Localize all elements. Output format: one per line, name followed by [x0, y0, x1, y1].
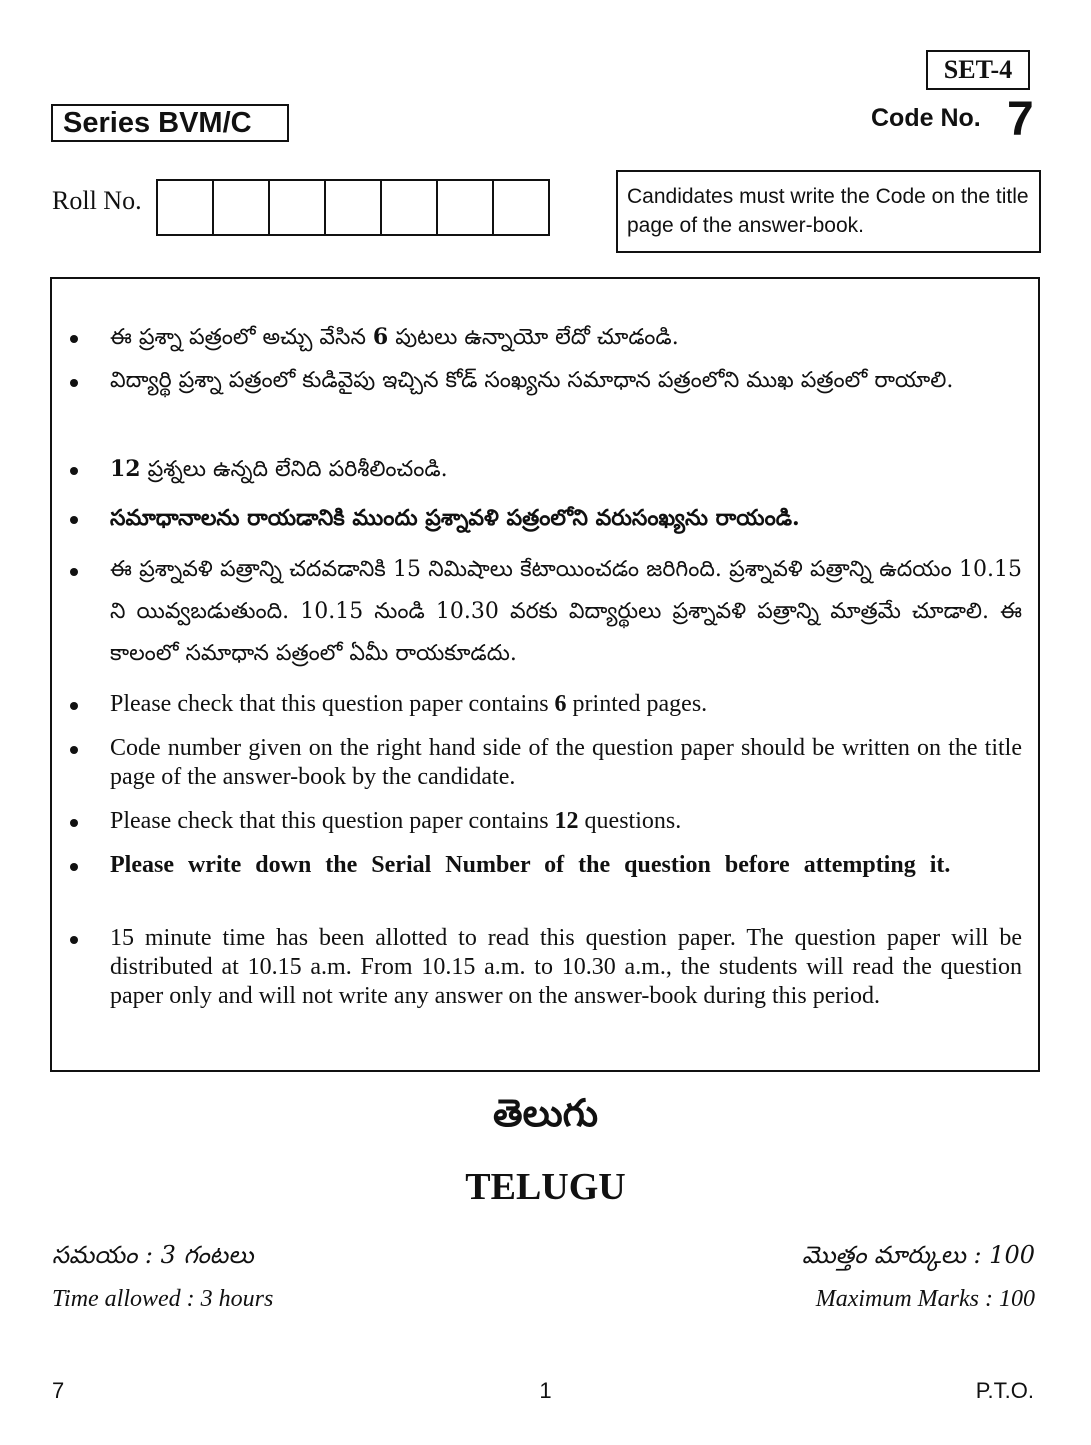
roll-digit-cell[interactable] [270, 181, 326, 234]
bullet [70, 936, 78, 944]
roll-number-grid[interactable] [156, 179, 550, 236]
please-turn-over: P.T.O. [975, 1378, 1034, 1403]
bullet [70, 379, 78, 387]
code-label: Code No. [871, 104, 981, 132]
instruction-en-3: Please check that this question paper contains 12 questions. [110, 808, 682, 834]
set-number: SET-4 [943, 55, 1013, 84]
instruction-te-2: విద్యార్థి ప్రశ్నా పత్రంలో కుడివైపు ఇచ్చిన కోడ్ సంఖ్యను సమాధాన పత్రంలోని ముఖ పత్రంలో రాయాలి. [110, 368, 954, 393]
bullet [70, 702, 78, 710]
bullet [70, 568, 78, 576]
subject-title-telugu: తెలుగు [493, 1090, 598, 1135]
set-number-box [926, 50, 1030, 90]
time-allowed-telugu: సమయం : 3 గంటలు [52, 1241, 254, 1269]
bullet [70, 467, 78, 475]
instruction-te-3: 12 ప్రశ్నలు ఉన్నది లేనిది పరిశీలించండి. [110, 456, 448, 482]
instruction-en-1: Please check that this question paper contains 6 printed pages. [110, 691, 708, 717]
roll-digit-cell[interactable] [382, 181, 438, 234]
series-label: Series BVM/C [63, 106, 252, 139]
instruction-en-4: Please write down the Serial Number of the question before attempting it. [110, 852, 951, 878]
roll-digit-cell[interactable] [438, 181, 494, 234]
instruction-te-5: ఈ ప్రశ్నావళి పత్రాన్ని చదవడానికి 15 నిమిషాలు కేటాయించడం జరిగింది. ప్రశ్నావళి పత్రాన్ని ఉదయం 10.15 ని యివ్వబడుతుంది. 10.15 నుండి 10.30 వరకు విద్యార్థులు ప్రశ్నావళి పత్రాన్ని మాత్రమే చూడాలి. ఈ కాలంలో సమాధాన పత్రంలో ఏమీ రాయకూడదు. [110, 557, 1022, 666]
instruction-te-1: ఈ ప్రశ్నా పత్రంలో అచ్చు వేసిన 6 పుటలు ఉన్నాయో లేదో చూడండి. [110, 324, 679, 350]
instruction-en-5: 15 minute time has been allotted to read this question paper. The question paper will be distributed at 10.15 a.m. From 10.15 a.m. to 10.30 a.m., the students will read the question paper only and will not write any answer on the answer-book during this period. [110, 925, 1022, 1009]
max-marks-english: Maximum Marks : 100 [815, 1286, 1035, 1312]
bullet [70, 819, 78, 827]
roll-digit-cell[interactable] [494, 181, 548, 234]
candidate-code-note: Candidates must write the Code on the title page of the answer-book. [616, 170, 1041, 253]
bullet [70, 746, 78, 754]
bullet [70, 516, 78, 524]
roll-digit-cell[interactable] [326, 181, 382, 234]
roll-number-label: Roll No. [52, 186, 142, 215]
instruction-te-4: సమాధానాలను రాయడానికి ముందు ప్రశ్నావళి పత్రంలోని వరుసంఖ్యను రాయండి. [110, 505, 800, 531]
footer-code: 7 [52, 1378, 65, 1403]
code-value: 7 [1007, 93, 1034, 146]
roll-digit-cell[interactable] [214, 181, 270, 234]
max-marks-telugu: మొత్తం మార్కులు : 100 [801, 1241, 1035, 1269]
series-box [51, 104, 289, 142]
bullet [70, 335, 78, 343]
time-allowed-english: Time allowed : 3 hours [52, 1286, 274, 1312]
roll-digit-cell[interactable] [158, 181, 214, 234]
page-number: 1 [539, 1378, 552, 1403]
instruction-en-2: Code number given on the right hand side of the question paper should be written on the title page of the answer-book by the candidate. [110, 735, 1022, 790]
bullet [70, 863, 78, 871]
subject-title-english: TELUGU [465, 1166, 626, 1208]
